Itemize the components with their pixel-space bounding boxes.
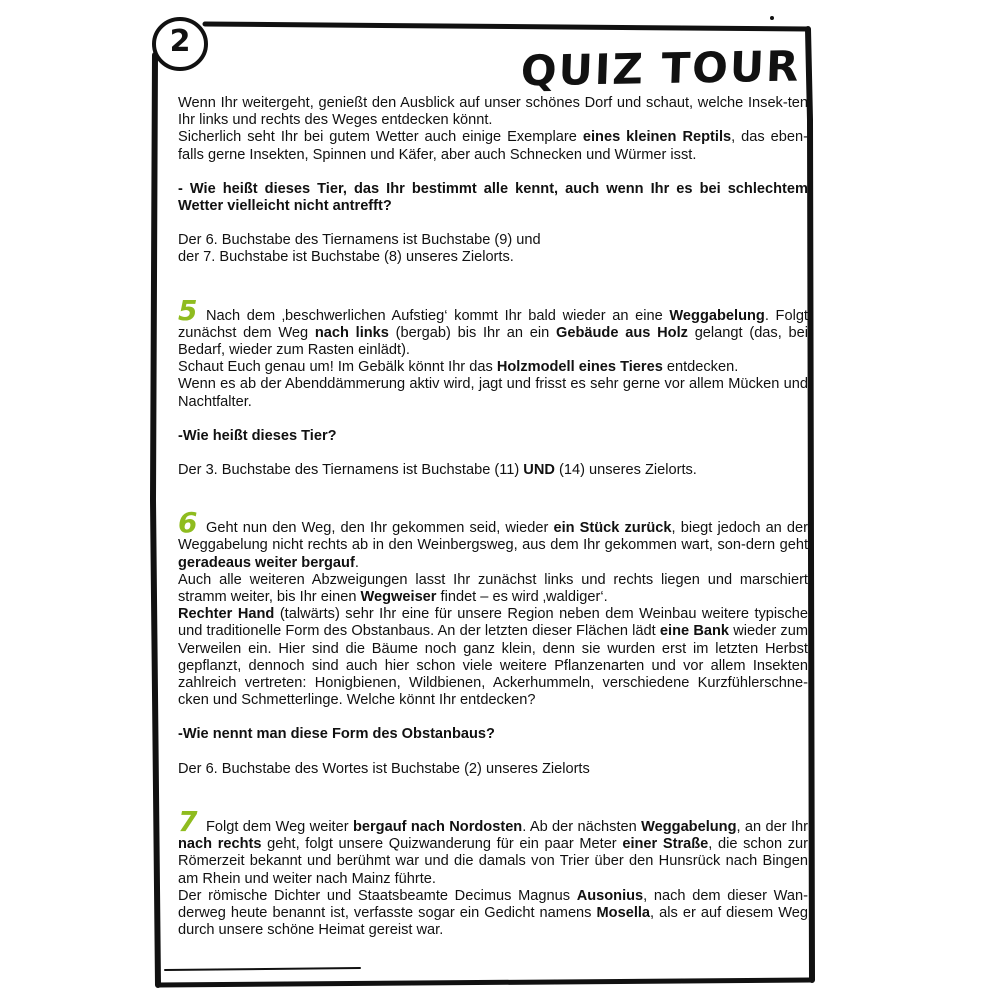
answer-text: Der 6. Buchstabe des Wortes ist Buchstabe (2) unseres Zielorts xyxy=(178,760,590,777)
text: Wenn es ab der Abenddämmerung aktiv wird, jagt und frisst es sehr gerne vor allem Mücken und Nachtfalter. xyxy=(178,376,808,410)
section-6 xyxy=(178,506,808,572)
section-number: 5 xyxy=(178,293,198,327)
question-text: -Wie heißt dieses Tier? xyxy=(178,427,337,444)
question-text: - Wie heißt dieses Tier, das Ihr bestimmt alle kennt, auch wenn Ihr es bei schlechtem Wetter vielleicht nicht antrefft? xyxy=(178,180,808,215)
answer-text: (14) unseres Zielorts. xyxy=(554,462,697,479)
highlight: Ausonius xyxy=(576,887,644,904)
answer-text: der 7. Buchstabe ist Buchstabe (8) unseres Zielorts. xyxy=(178,249,514,266)
answer-hint-6 xyxy=(178,761,808,778)
text: gelangt (das, bei Bedarf, wieder zum Rasten einlädt). xyxy=(178,324,809,359)
page-number: 2 xyxy=(169,24,191,59)
section-5-text-2 xyxy=(178,376,808,410)
section-5-text xyxy=(178,359,808,376)
answer-text: Der 6. Buchstabe des Tiernamens ist Buchstabe (9) und xyxy=(178,232,541,249)
highlight: ein Stück zurück xyxy=(553,520,672,537)
section-6-text-2 xyxy=(178,606,808,709)
text: wieder zum Verweilen ein. Hier sind die Bäume noch ganz klein, denn sie wurden erst im letzten Herbst gepflanzt, dennoch sind auch hier schon viele weitere Pflanzenarten und vor allem Insekten zahlreich vertreten: Honigbienen, Wildbienen, Ackerhummeln, verschiedene Kurzfühlerschne-cken und Schmetterlinge. Welche könnt Ihr entdecken? xyxy=(178,623,809,709)
highlight: Rechter Hand xyxy=(178,606,275,623)
highlight: UND xyxy=(523,462,555,479)
highlight: Weggabelung xyxy=(641,818,737,835)
highlight: Weggabelung xyxy=(669,307,765,324)
text: (bergab) bis Ihr an ein xyxy=(388,324,557,341)
highlight: einer Straße xyxy=(622,836,709,853)
text: . Folgt zunächst dem Weg xyxy=(178,307,808,341)
section-7 xyxy=(178,804,809,888)
text: Auch alle weiteren Abzweigungen lasst Ihr zunächst links und rechts liegen und marschiert stramm weiter, bis Ihr einen xyxy=(178,571,808,606)
question-5 xyxy=(178,428,808,445)
answer-hint-1 xyxy=(178,232,808,266)
answer-hint-5 xyxy=(178,462,808,479)
highlight: eine Bank xyxy=(659,623,730,640)
highlight: nach rechts xyxy=(178,836,262,853)
text: , nach dem dieser Wan-derweg heute benannt ist, verfasste sogar ein Gedicht namens xyxy=(178,887,808,921)
highlight: geradeaus weiter bergauf xyxy=(178,554,355,571)
highlight: Mosella xyxy=(596,904,651,921)
intro-paragraph xyxy=(178,95,808,129)
highlight: nach links xyxy=(314,324,389,341)
page-title: QUIZ TOUR xyxy=(519,41,801,96)
section-5 xyxy=(178,293,809,360)
intro-text: , das eben-falls gerne Insekten, Spinnen und Käfer, aber auch Schnecken und Würmer isst. xyxy=(178,129,809,163)
text: Nach dem ‚beschwerlichen Aufstieg‘ kommt Ihr bald wieder an eine xyxy=(206,307,670,324)
intro-paragraph-2 xyxy=(178,129,808,163)
answer-text: Der 3. Buchstabe des Tiernamens ist Buchstabe (11) xyxy=(178,462,524,479)
text: geht, folgt unsere Quizwanderung für ein paar Meter xyxy=(261,836,623,853)
text: . xyxy=(354,554,359,571)
question-6 xyxy=(178,726,808,743)
question-text: -Wie nennt man diese Form des Obstanbaus? xyxy=(178,726,495,743)
text: findet – es wird ‚waldiger‘. xyxy=(436,589,608,606)
question-1 xyxy=(178,181,808,215)
main-content xyxy=(178,95,808,939)
text: Der römische Dichter und Staatsbeamte Decimus Magnus xyxy=(178,887,577,904)
text: , die schon zur Römerzeit bekannt und berühmt war und die damals von Trier über den Hunsrück nach Bingen am Rhein und weiter nach Mainz führte. xyxy=(178,836,809,887)
text: (talwärts) sehr Ihr eine für unsere Region neben dem Weinbau weitere typische und traditionelle Form des Obstanbaus. An der letzten dieser Flächen lädt xyxy=(178,606,808,640)
section-6-text xyxy=(178,572,808,606)
highlight: bergauf nach Nordosten xyxy=(352,818,523,835)
text: , als er auf diesem Weg durch unsere schöne Heimat gereist war. xyxy=(178,904,808,939)
section-number: 6 xyxy=(178,506,198,540)
text: Geht nun den Weg, den Ihr gekommen seid, wieder xyxy=(206,520,554,537)
highlight: eines kleinen Reptils xyxy=(582,129,732,146)
text: Schaut Euch genau um! Im Gebälk könnt Ihr das xyxy=(178,359,497,376)
section-7-text xyxy=(178,888,808,940)
highlight: Holzmodell eines Tieres xyxy=(496,359,663,376)
text: entdecken. xyxy=(662,359,739,376)
highlight: Wegweiser xyxy=(360,589,437,606)
text: Folgt dem Weg weiter xyxy=(206,818,353,835)
highlight: Gebäude aus Holz xyxy=(556,324,688,341)
intro-text: Wenn Ihr weitergeht, genießt den Ausblick auf unser schönes Dorf und schaut, welche Insek-ten Ihr links und rechts des Weges entdecken könnt. xyxy=(178,95,808,129)
intro-text: Sicherlich seht Ihr bei gutem Wetter auch einige Exemplare xyxy=(178,129,583,146)
text: , biegt jedoch an der Weggabelung nicht rechts ab in den Weinbergsweg, aus dem Ihr gekommen wart, son-dern geht xyxy=(178,520,808,554)
section-number: 7 xyxy=(178,804,198,838)
text: , an der Ihr xyxy=(736,818,809,835)
text: . Ab der nächsten xyxy=(522,818,642,835)
